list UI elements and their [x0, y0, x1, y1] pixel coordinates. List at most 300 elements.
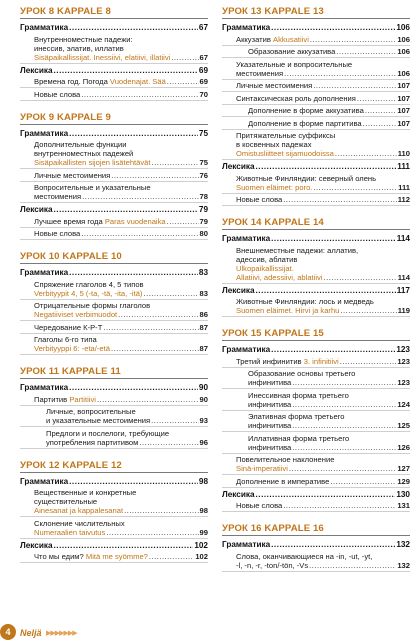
dot-leader: [363, 119, 397, 128]
toc-entry[interactable]: [20, 33, 208, 64]
entry-title: [34, 171, 110, 180]
entry-title-ru: Грамматика: [222, 345, 271, 354]
entry-row: [222, 490, 410, 499]
section-heading-entry[interactable]: [20, 539, 208, 551]
entry-title-ru: Третий инфинитив: [236, 356, 302, 366]
page-number: 125: [397, 421, 410, 430]
lesson-section: [222, 328, 410, 512]
entry-row: [222, 162, 410, 171]
dot-leader: [330, 477, 396, 486]
toc-entry[interactable]: [222, 117, 410, 130]
toc-entry[interactable]: [222, 475, 410, 488]
dot-leader: [365, 106, 397, 115]
dot-leader: [310, 35, 396, 44]
entry-title-ru: Лексика: [222, 489, 255, 499]
page-number: 75: [199, 158, 208, 167]
entry-title-fi: Paras vuodenaika: [104, 216, 166, 226]
entry-title: [20, 23, 68, 32]
page-number: 80: [199, 229, 208, 238]
entry-title: [248, 378, 291, 387]
toc-entry[interactable]: [20, 300, 208, 322]
entry-row: [34, 506, 208, 515]
page-number: 119: [397, 306, 410, 315]
entry-row: [20, 541, 208, 550]
entry-row: [248, 378, 410, 387]
entry-row: [34, 344, 208, 353]
page-number: 69: [198, 65, 208, 75]
entry-title-fi: Akkusatiivi: [273, 34, 309, 44]
dot-leader: [151, 416, 198, 425]
entry-row: [236, 501, 410, 510]
dot-leader: [256, 286, 396, 295]
entry-title: [20, 129, 68, 138]
entry-title: [34, 344, 110, 353]
entry-text-line: Инессивная форма третьего: [248, 390, 349, 400]
entry-title-fi: Verbityypit 4, 5 (-ta, -tä, -ita, -itä): [34, 288, 143, 298]
dot-leader: [152, 158, 199, 167]
entry-row: [34, 77, 208, 86]
entry-row: [222, 286, 410, 295]
toc-entry[interactable]: [20, 393, 208, 406]
entry-title-ru: Лексика: [222, 285, 255, 295]
entry-row: [236, 69, 410, 78]
page-number: 99: [199, 527, 208, 537]
page-footer: [0, 624, 416, 642]
entry-row: [248, 119, 410, 128]
entry-text-line: инессив, элатив, иллатив: [34, 43, 124, 53]
book-brand: Neljä: [20, 628, 42, 638]
page-number: 106: [397, 47, 410, 56]
dot-leader: [69, 383, 198, 392]
entry-title: [248, 119, 362, 128]
toc-entry[interactable]: [20, 139, 208, 170]
page-number: 90: [198, 383, 208, 392]
lesson-title-fi: KAPPALE 11: [61, 366, 121, 377]
dot-leader: [111, 171, 198, 180]
entry-title-fi: Numeraalien taivutus: [34, 527, 106, 537]
page-number: 90: [199, 394, 208, 404]
entry-title: [236, 477, 329, 486]
entry-text-line: Повелительное наклонение: [236, 455, 335, 464]
section-heading-entry[interactable]: [20, 381, 208, 393]
entry-title-ru: Синтаксическая роль дополнения: [236, 93, 356, 103]
dot-leader: [309, 561, 396, 570]
entry-title-ru: инфинитива: [248, 378, 292, 387]
page-number: 117: [396, 285, 410, 295]
entry-text-line: Животные Финляндии: северный олень: [236, 173, 377, 183]
lesson-title-fi: KAPPALE 10: [62, 251, 122, 262]
entry-text-line: Предлоги и послелоги, требующие: [46, 428, 170, 438]
entry-title: [236, 94, 356, 103]
entry-row: [222, 540, 410, 549]
section-heading-entry[interactable]: [20, 21, 208, 33]
dot-leader: [69, 477, 198, 486]
entry-title: [248, 443, 291, 452]
lesson-title-fi: KAPPALE 15: [264, 328, 324, 339]
dot-leader: [271, 540, 395, 549]
lesson-title-ru: УРОК 9: [20, 111, 55, 123]
toc-entry[interactable]: [222, 244, 410, 284]
toc-entry[interactable]: [222, 130, 410, 161]
entry-title: [34, 289, 142, 298]
entry-title-ru: местоимения: [236, 68, 284, 78]
section-heading-entry[interactable]: [222, 21, 410, 33]
dot-leader: [313, 183, 397, 192]
dot-leader: [335, 149, 397, 158]
dot-leader: [292, 378, 396, 387]
entry-row: [248, 421, 410, 430]
page-number: 69: [199, 77, 208, 86]
entry-title: [248, 106, 364, 115]
entry-text-line: Притяжательные суффиксы: [236, 131, 336, 140]
section-heading-entry[interactable]: [20, 127, 208, 139]
dot-leader: [271, 345, 395, 354]
dot-leader: [340, 357, 397, 366]
lesson-title: [222, 328, 410, 341]
entry-row: [236, 94, 410, 103]
entry-title-ru: Новые слова: [236, 195, 283, 204]
dot-leader: [124, 506, 198, 515]
entry-title: [222, 490, 255, 499]
entry-title-fi: Mitä me syömme?: [85, 552, 148, 561]
entry-text-line: внутренноместных падежей: [34, 149, 134, 158]
page-number: 86: [199, 310, 208, 319]
entry-text-line: Отрицательные формы глаголов: [34, 301, 151, 310]
entry-title: [222, 540, 270, 549]
entry-title: [236, 501, 282, 510]
lesson-title: [222, 523, 410, 536]
entry-text-line: Внешнеместные падежи: аллатив,: [236, 245, 359, 255]
page-number: 106: [397, 34, 410, 44]
entry-title-ru: Дополнение в форме аккузатива: [248, 106, 364, 115]
page-number: 123: [397, 356, 410, 366]
toc-entry[interactable]: [222, 389, 410, 411]
dot-leader: [82, 192, 198, 201]
entry-text-line: Животные Финляндии: лось и медведь: [236, 297, 374, 306]
entry-title: [222, 345, 270, 354]
lesson-section: [20, 251, 208, 355]
toc-entry[interactable]: [20, 427, 208, 449]
entry-text-line: Слова, оканчивающиеся на -in, -ut, -yt,: [236, 551, 373, 561]
entry-title-ru: Грамматика: [222, 234, 271, 243]
entry-text-line: Личные, вопросительные: [46, 407, 136, 416]
entry-row: [248, 106, 410, 115]
entry-title: [20, 541, 53, 550]
page-number: 123: [397, 378, 410, 387]
toc-entry[interactable]: [222, 194, 410, 207]
toc-entry[interactable]: [20, 406, 208, 428]
entry-row: [20, 66, 208, 75]
entry-title: [34, 229, 80, 238]
lesson-title: [20, 366, 208, 379]
lesson-section: [20, 460, 208, 564]
toc-entry[interactable]: [20, 182, 208, 204]
page-number: 132: [396, 540, 410, 549]
entry-title: [236, 149, 334, 158]
entry-title-fi: Sisäpaikallissijat. Inessiivi, elatiivi, illatiivi: [34, 52, 171, 62]
page-number: 79: [198, 205, 208, 214]
entry-title: [34, 90, 80, 99]
entry-title-ru: инфинитива: [248, 399, 292, 409]
section-heading-entry[interactable]: [20, 64, 208, 76]
lesson-title-ru: УРОК 11: [20, 366, 60, 377]
page-number: 79: [199, 216, 208, 226]
section-heading-entry[interactable]: [222, 284, 410, 296]
section-heading-entry[interactable]: [20, 203, 208, 215]
lesson-section: [222, 6, 410, 206]
entry-title: [34, 552, 148, 561]
entry-row: [236, 195, 410, 204]
toc-entry[interactable]: [222, 58, 410, 80]
entry-row: [236, 149, 410, 158]
entry-title-fi: Vuodenajat. Sää: [109, 77, 166, 86]
entry-title-ru: Новые слова: [34, 89, 81, 99]
dot-leader: [340, 306, 396, 315]
dot-leader: [97, 395, 199, 404]
entry-text-line: Спряжение глаголов 4, 5 типов: [34, 279, 144, 289]
dot-leader: [313, 81, 396, 90]
toc-left-column: [20, 6, 208, 574]
entry-row: [20, 205, 208, 214]
dot-leader: [106, 528, 198, 537]
entry-row: [248, 47, 410, 56]
entry-row: [34, 171, 208, 180]
page-number: 126: [397, 442, 410, 452]
toc-entry[interactable]: [20, 321, 208, 334]
toc-entry[interactable]: [20, 169, 208, 182]
section-heading-entry[interactable]: [20, 475, 208, 487]
toc-entry[interactable]: [222, 454, 410, 476]
dot-leader: [103, 323, 198, 332]
dot-leader: [69, 23, 198, 32]
entry-title-ru: употребления партитивом: [46, 437, 139, 447]
dot-leader: [54, 541, 194, 550]
page-number: 111: [397, 162, 410, 171]
lesson-section: [20, 6, 208, 101]
dot-leader: [357, 94, 396, 103]
toc-entry[interactable]: [20, 487, 208, 518]
lesson-title-ru: УРОК 13: [222, 6, 262, 17]
entry-text-line: Ulkopaikallissijat.: [236, 263, 294, 273]
toc-entry[interactable]: [20, 334, 208, 356]
toc-entry[interactable]: [222, 172, 410, 194]
toc-entry[interactable]: [222, 46, 410, 59]
entry-title: [236, 69, 283, 78]
toc-entry[interactable]: [222, 80, 410, 93]
page-number: 124: [397, 399, 410, 409]
entry-title-ru: Что мы едим?: [34, 552, 84, 561]
entry-row: [20, 383, 208, 392]
toc-entry[interactable]: [222, 105, 410, 118]
toc-entry[interactable]: [222, 355, 410, 368]
entry-row: [236, 357, 410, 366]
entry-text-line: Внутренноместные падежи:: [34, 34, 133, 44]
toc-entry[interactable]: [20, 215, 208, 228]
lesson-title-fi: KAPPALE 14: [264, 217, 324, 228]
page-number: 110: [397, 149, 410, 158]
entry-text-line: Элативная форма третьего: [248, 412, 345, 421]
section-heading-entry[interactable]: [222, 160, 410, 172]
entry-title: [34, 158, 151, 167]
entry-row: [236, 477, 410, 486]
entry-title-ru: Грамматика: [20, 23, 69, 32]
lesson-title-fi: KAPPALE 9: [56, 111, 111, 123]
dot-leader: [69, 268, 198, 277]
toc-right-column: [222, 6, 410, 583]
entry-text-line: Склонение числительных: [34, 518, 125, 528]
entry-title: [20, 66, 53, 75]
lesson-title: [222, 217, 410, 230]
page-number: 98: [198, 476, 208, 486]
toc-entry[interactable]: [222, 296, 410, 318]
entry-title-fi: Negatiiviset verbimuodot: [34, 310, 118, 319]
toc-entry[interactable]: [222, 411, 410, 433]
entry-title-ru: Лексика: [20, 540, 53, 550]
toc-entry[interactable]: [20, 228, 208, 241]
entry-title-fi: Sisäpaikallisten sijojen lisätehtävät: [34, 158, 151, 167]
entry-title-fi: Partitiivi: [69, 394, 96, 404]
entry-title: [236, 273, 323, 282]
entry-title-ru: Грамматика: [222, 23, 271, 32]
dot-leader: [271, 23, 395, 32]
dot-leader: [283, 501, 396, 510]
page-number: 111: [398, 182, 410, 192]
entry-title-fi: Verbityyppi 6: -eta/-etä: [34, 344, 110, 353]
dot-leader: [292, 400, 396, 409]
entry-title-ru: Лексика: [20, 205, 53, 214]
dot-leader: [69, 129, 198, 138]
section-heading-entry[interactable]: [222, 538, 410, 550]
toc-entry[interactable]: [20, 551, 208, 564]
toc-entry[interactable]: [222, 432, 410, 454]
page-number: 114: [396, 234, 410, 243]
entry-row: [34, 229, 208, 238]
entry-row: [222, 23, 410, 32]
dot-leader: [256, 162, 397, 171]
entry-title-ru: Грамматика: [20, 476, 69, 486]
entry-title-ru: Партитив: [34, 394, 68, 404]
lesson-title: [20, 251, 208, 264]
lesson-title-fi: KAPPALE 12: [62, 459, 122, 471]
page-number: 107: [397, 106, 410, 115]
entry-row: [34, 289, 208, 298]
page-number: 106: [396, 23, 410, 32]
toc-entry[interactable]: [20, 88, 208, 101]
entry-title-ru: Грамматика: [20, 128, 69, 138]
page-number: 96: [199, 437, 208, 447]
entry-title: [222, 23, 270, 32]
entry-title: [222, 286, 255, 295]
entry-title-ru: Грамматика: [20, 268, 69, 277]
entry-row: [46, 416, 208, 425]
section-heading-entry[interactable]: [20, 266, 208, 278]
page-number: 70: [199, 89, 208, 99]
entry-title: [34, 323, 102, 332]
section-heading-entry[interactable]: [222, 488, 410, 500]
lesson-title-ru: УРОК 10: [20, 251, 60, 262]
entry-text-line: Образование основы третьего: [248, 369, 356, 378]
entry-text-line: адессив, аблатив: [236, 254, 298, 264]
entry-row: [20, 477, 208, 486]
page-number: 107: [397, 118, 410, 128]
page-number-badge: 4: [0, 624, 16, 640]
page-number: 76: [199, 170, 208, 180]
lesson-section: [20, 112, 208, 241]
page-number: 87: [199, 344, 208, 353]
entry-title: [34, 528, 105, 537]
lesson-title-ru: УРОК 14: [222, 217, 262, 228]
entry-title-ru: местоимения: [34, 192, 82, 201]
entry-title: [34, 217, 166, 226]
section-heading-entry[interactable]: [222, 232, 410, 244]
entry-title-ru: Новые слова: [34, 229, 81, 238]
entry-title-ru: Лексика: [222, 162, 255, 171]
entry-title: [236, 357, 339, 366]
dot-leader: [271, 234, 396, 243]
page-number: 83: [198, 268, 208, 277]
dot-leader: [336, 47, 396, 56]
entry-row: [236, 183, 410, 192]
entry-title: [236, 464, 288, 473]
toc-entry[interactable]: [20, 278, 208, 300]
entry-title: [236, 561, 308, 570]
dot-leader: [143, 289, 198, 298]
dot-leader: [149, 552, 194, 561]
toc-entry[interactable]: [222, 368, 410, 390]
toc-entry[interactable]: [222, 33, 410, 46]
entry-row: [34, 158, 208, 167]
dot-leader: [292, 421, 396, 430]
entry-title: [236, 35, 309, 44]
toc-entry[interactable]: [222, 500, 410, 513]
lesson-title: [20, 6, 208, 19]
page-number: 102: [194, 540, 208, 550]
entry-title: [34, 506, 123, 515]
page-number: 114: [397, 272, 410, 282]
dot-leader: [81, 229, 198, 238]
entry-row: [222, 345, 410, 354]
page-number: 123: [396, 345, 410, 354]
page-number: 129: [397, 476, 410, 486]
entry-row: [34, 90, 208, 99]
entry-title: [222, 234, 270, 243]
entry-title-fi: 3. infinitiivi: [303, 356, 339, 366]
section-heading-entry[interactable]: [222, 343, 410, 355]
dot-leader: [292, 443, 396, 452]
lesson-title: [222, 6, 410, 19]
dot-leader: [256, 490, 396, 499]
entry-row: [236, 464, 410, 473]
lesson-title: [20, 460, 208, 473]
lesson-section: [222, 217, 410, 317]
dot-leader: [54, 66, 198, 75]
lesson-title-fi: KAPPALE 8: [56, 6, 111, 17]
entry-title-ru: Аккузатив: [236, 34, 271, 44]
toc-entry[interactable]: [222, 550, 410, 572]
lesson-title: [20, 112, 208, 125]
toc-entry[interactable]: [20, 517, 208, 539]
entry-title: [46, 438, 138, 447]
page-number: 112: [397, 195, 410, 204]
toc-entry[interactable]: [20, 76, 208, 89]
page-number: 107: [397, 81, 410, 90]
entry-title: [222, 162, 255, 171]
entry-title-fi: Omistusliitteet sijamuodoissa: [236, 149, 334, 158]
dot-leader: [324, 273, 397, 282]
entry-title-fi: Suomen eläimet. Hirvi ja karhu: [236, 306, 340, 315]
toc-entry[interactable]: [222, 92, 410, 105]
entry-row: [34, 552, 208, 561]
